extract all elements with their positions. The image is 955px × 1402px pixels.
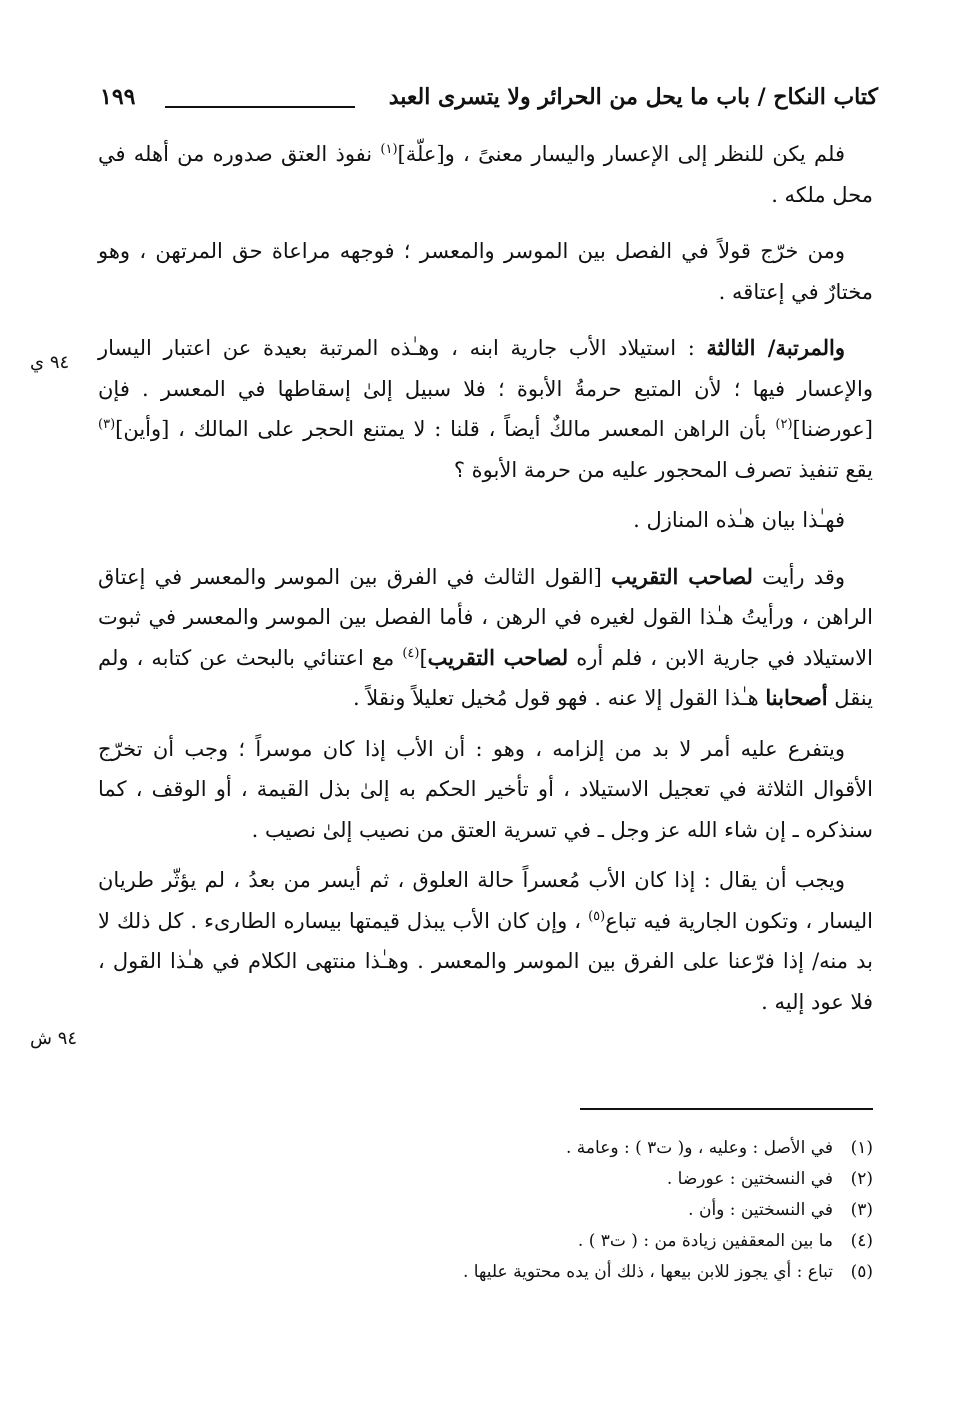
footnote-number: (١) [850, 1138, 873, 1158]
p5-bold-1: لصاحب التقريب [611, 563, 753, 589]
footnotes [353, 1138, 873, 1293]
p5-bold-3: أصحابنا [765, 685, 828, 710]
footnote-1 [353, 1138, 873, 1169]
footnote-number: (٥) [850, 1262, 873, 1282]
footnote-2 [353, 1169, 873, 1200]
footnote-text: في الأصل : وعليه ، و( ت٣ ) : وعامة . [565, 1138, 833, 1158]
p3-text-c: يقع تنفيذ تصرف المحجور عليه من حرمة الأبوة ؟ [453, 457, 873, 482]
p7-text-b: ، وإن كان الأب يبذل قيمتها بيساره الطارىء . كل ذلك لا بد منه/ إذا فرّعنا على الفرق بين الموسر والمعسر . وهـٰذا منتهى الكلام في هـٰذا القول ، فلا عود إليه . [98, 908, 873, 1014]
p7-text-a: ويجب أن يقال : إذا كان الأب مُعسراً حالة العلوق ، ثم أيسر من بعدُ ، لم يؤثّر طريان اليسار ، وتكون الجارية فيه تباع [98, 868, 874, 933]
p1-text-a: فلم يكن للنظر إلى الإعسار واليسار معنىً ، و[علّة] [397, 142, 845, 166]
footnote-text: في النسختين : عورضا . [666, 1169, 833, 1189]
header-rule [165, 106, 355, 108]
p5-text-e: مع اعتنائي بالبحث عن كتابه ، ولم ينقل [98, 645, 873, 710]
page-header [100, 80, 878, 120]
paragraph-1 [98, 134, 873, 215]
footnote-3 [353, 1200, 873, 1231]
footnote-number: (٤) [850, 1231, 873, 1251]
main-text [98, 134, 873, 1022]
footnote-ref-4: (٤) [402, 645, 420, 661]
paragraph-4: فهـٰذا بيان هـٰذه المنازل . [633, 508, 845, 532]
p3-text-b: بأن الراهن المعسر مالكٌ أيضاً ، قلنا : لا يمتنع الحجر على المالك ، [وأين] [115, 417, 776, 441]
p5-text-a: وقد رأيت [752, 564, 845, 589]
margin-note-1: ٩٤ ي [30, 352, 70, 373]
p1-text-b: نفوذ العتق صدوره من أهله في محل ملكه . [98, 142, 873, 207]
footnote-ref-2: (٢) [775, 417, 793, 432]
p5-text-d: ] [419, 645, 428, 670]
footnote-number: (٢) [850, 1169, 873, 1189]
footnote-ref-3: (٣) [98, 417, 116, 432]
footnote-text: ما بين المعقفين زيادة من : ( ت٣ ) . [577, 1231, 833, 1251]
p5-text-f: هـٰذا القول إلا عنه . فهو قول مُخيل تعليلاً ونقلاً . [352, 686, 766, 710]
footnote-ref-5: (٥) [588, 908, 606, 924]
margin-note-2: ٩٤ ش [30, 1028, 78, 1049]
footnote-ref-1: (١) [380, 142, 398, 157]
paragraph-7 [98, 860, 873, 1022]
paragraph-2: ومن خرّج قولاً في الفصل بين الموسر والمعسر ؛ فوجهه مراعاة حق المرتهن ، وهو مختارٌ في إعتاقه . [98, 239, 873, 304]
footnote-5 [353, 1262, 873, 1293]
paragraph-5 [98, 557, 873, 719]
footnote-number: (٣) [850, 1200, 873, 1220]
footnote-text: في النسختين : وأن . [688, 1200, 833, 1220]
footnote-rule [580, 1108, 873, 1110]
footnote-text: تباع : أي يجوز للابن بيعها ، ذلك أن يده محتوية عليها . [462, 1262, 833, 1282]
footnote-4 [353, 1231, 873, 1262]
p5-text-c: [القول الثالث في الفرق بين الموسر والمعسر في إعتاق الراهن ، ورأيتُ هـٰذا القول لغيره في الرهن ، فأما الفصل بين الموسر والمعسر في ثبوت الاستيلاد في جارية الابن ، فلم أره [98, 564, 873, 670]
page-number: ١٩٩ [100, 84, 136, 110]
paragraph-3 [98, 328, 873, 490]
p3-heading: والمرتبة/ الثالثة [706, 335, 845, 360]
p3-text-a: : استيلاد الأب جارية ابنه ، وهـٰذه المرتبة بعيدة عن اعتبار اليسار والإعسار فيها ؛ لأن المتبع حرمةُ الأبوة ؛ فلا سبيل إلىٰ إسقاطها في المعسر . فإن [عورضنا] [98, 336, 873, 441]
running-title: كتاب النكاح / باب ما يحل من الحرائر ولا يتسرى العبد [388, 84, 878, 110]
p5-bold-2: لصاحب التقريب [427, 644, 569, 670]
paragraph-6: ويتفرع عليه أمر لا بد من إلزامه ، وهو : أن الأب إذا كان موسراً ؛ وجب أن تخرّج الأقوال الثلاثة في تعجيل الاستيلاد ، أو تأخير الحكم به إلىٰ بذل القيمة ، أو الوقف ، كما سنذكره ـ إن شاء الله عز وجل ـ في تسرية العتق من نصيب إلىٰ نصيب . [98, 736, 873, 842]
